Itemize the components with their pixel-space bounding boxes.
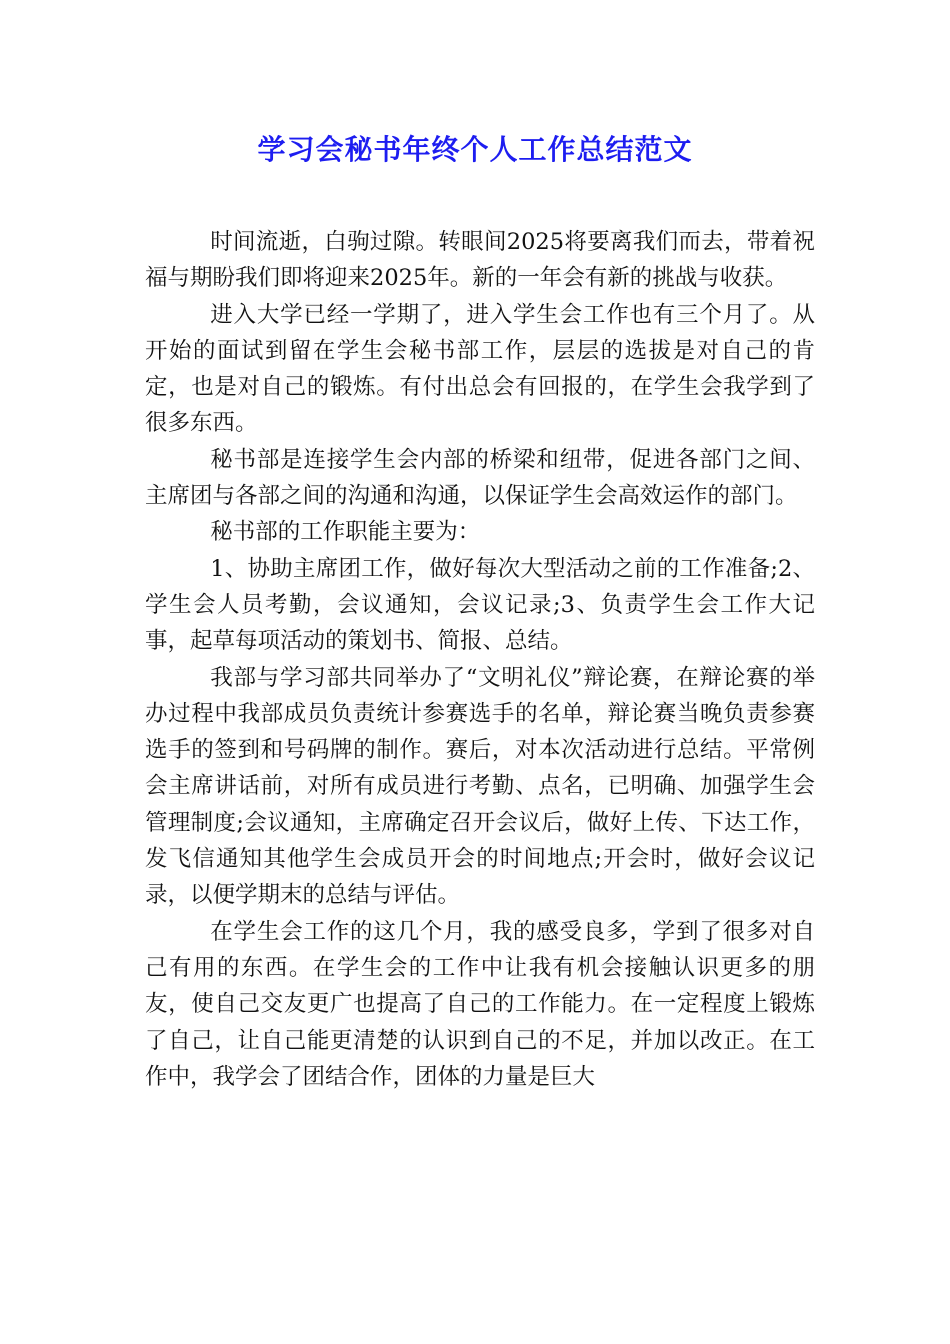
document-title: 学习会秘书年终个人工作总结范文 <box>257 133 693 166</box>
paragraph-activities: 我部与学习部共同举办了“文明礼仪”辩论赛，在辩论赛的举办过程中我部成员负责统计参赛选手的名单，辩论赛当晚负责参赛选手的签到和号码牌的制作。赛后，对本次活动进行总结。平常例会主席讲话前，对所有成员进行考勤、点名，已明确、加强学生会管理制度;会议通知，主席确定召开会议后，做好上传、下达工作，发飞信通知其他学生会成员开会的时间地点;开会时，做好会议记录，以便学期末的总结与评估。 <box>145 664 815 909</box>
paragraph-reflection: 在学生会工作的这几个月，我的感受良多，学到了很多对自己有用的东西。在学生会的工作中让我有机会接触认识更多的朋友，使自己交友更广也提高了自己的工作能力。在一定程度上锻炼了自己，让自己能更清楚的认识到自己的不足，并加以改正。在工作中，我学会了团结合作，团体的力量是巨大 <box>145 918 815 1090</box>
paragraph-joining: 进入大学已经一学期了，进入学生会工作也有三个月了。从开始的面试到留在学生会秘书部工作，层层的选拔是对自己的肯定，也是对自己的锻炼。有付出总会有回报的，在学生会我学到了很多东西。 <box>145 301 815 437</box>
paragraph-duties-heading: 秘书部的工作职能主要为： <box>210 519 481 546</box>
paragraph-department-role: 秘书部是连接学生会内部的桥梁和纽带，促进各部门之间、主席团与各部之间的沟通和沟通，以保证学生会高效运作的部门。 <box>145 446 815 510</box>
paragraph-duties-list: 1、协助主席团工作，做好每次大型活动之前的工作准备;2、学生会人员考勤，会议通知，会议记录;3、负责学生会工作大记事，起草每项活动的策划书、简报、总结。 <box>145 555 815 655</box>
document-body <box>145 224 815 1095</box>
paragraph-intro: 时间流逝，白驹过隙。转眼间2025将要离我们而去，带着祝福与期盼我们即将迎来2025年。新的一年会有新的挑战与收获。 <box>145 229 815 292</box>
